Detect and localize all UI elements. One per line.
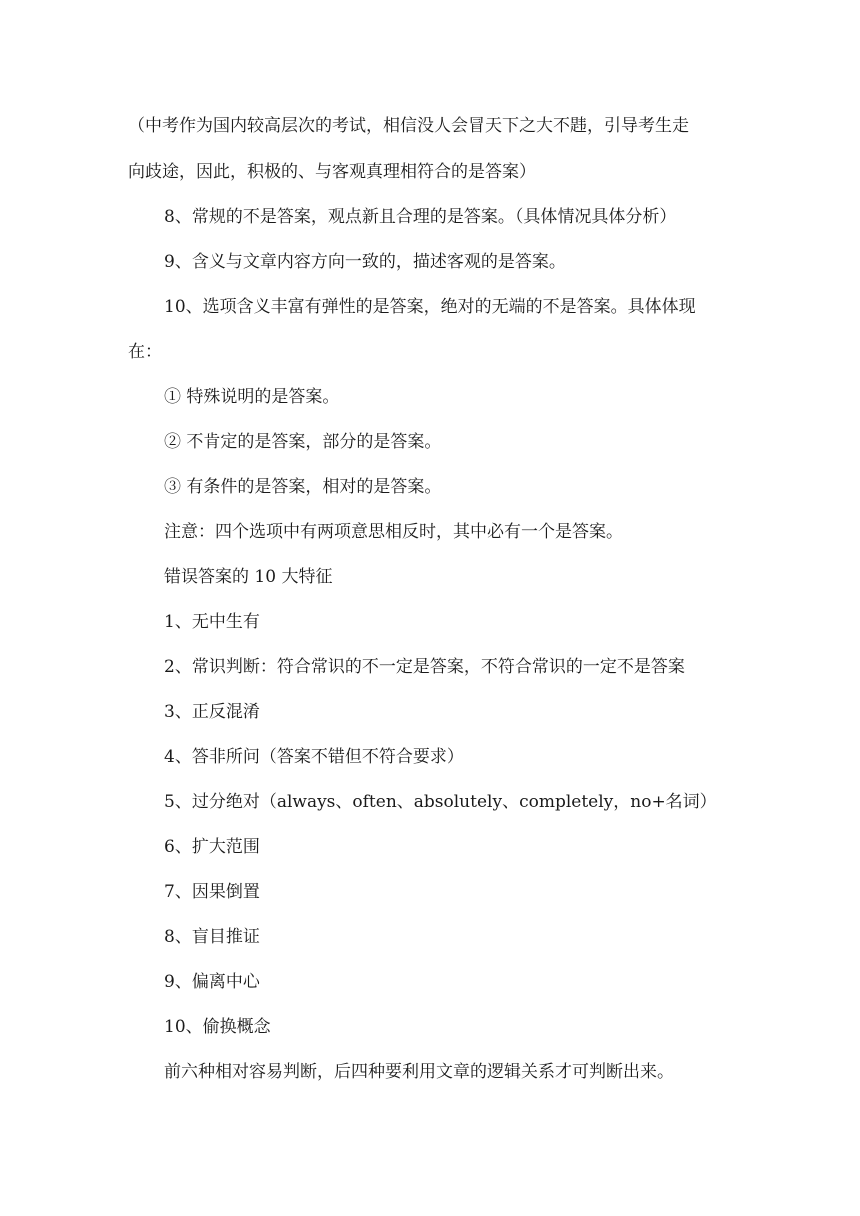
list-item: 7、因果倒置 (164, 882, 260, 902)
list-item: 2、常识判断：符合常识的不一定是答案，不符合常识的一定不是答案 (164, 657, 685, 677)
list-item: ③ 有条件的是答案，相对的是答案。 (164, 477, 442, 497)
list-item: 5、过分绝对（always、often、absolutely、completely，no+名词） (164, 792, 717, 812)
list-item: 10、偷换概念 (164, 1017, 271, 1037)
list-item: 6、扩大范围 (164, 837, 260, 857)
list-item: 3、正反混淆 (164, 702, 260, 722)
list-item: 1、无中生有 (164, 612, 260, 632)
conclusion-line: 前六种相对容易判断，后四种要利用文章的逻辑关系才可判断出来。 (164, 1062, 674, 1082)
list-item: ② 不肯定的是答案，部分的是答案。 (164, 432, 442, 452)
list-item: 10、选项含义丰富有弹性的是答案，绝对的无端的不是答案。具体体现 (164, 297, 696, 317)
paragraph-line: 向歧途，因此，积极的、与客观真理相符合的是答案） (128, 162, 536, 182)
list-item: 9、偏离中心 (164, 972, 260, 992)
paragraph-line: （中考作为国内较高层次的考试，相信没人会冒天下之大不韪，引导考生走 (128, 116, 689, 136)
list-item: ① 特殊说明的是答案。 (164, 387, 340, 407)
section-heading: 错误答案的 10 大特征 (164, 567, 333, 587)
list-item: 8、盲目推证 (164, 927, 260, 947)
paragraph-line: 在： (128, 342, 162, 362)
list-item: 4、答非所问（答案不错但不符合要求） (164, 747, 464, 767)
note-line: 注意：四个选项中有两项意思相反时，其中必有一个是答案。 (164, 522, 623, 542)
list-item: 8、常规的不是答案，观点新且合理的是答案。（具体情况具体分析） (164, 207, 677, 227)
list-item: 9、含义与文章内容方向一致的，描述客观的是答案。 (164, 252, 566, 272)
